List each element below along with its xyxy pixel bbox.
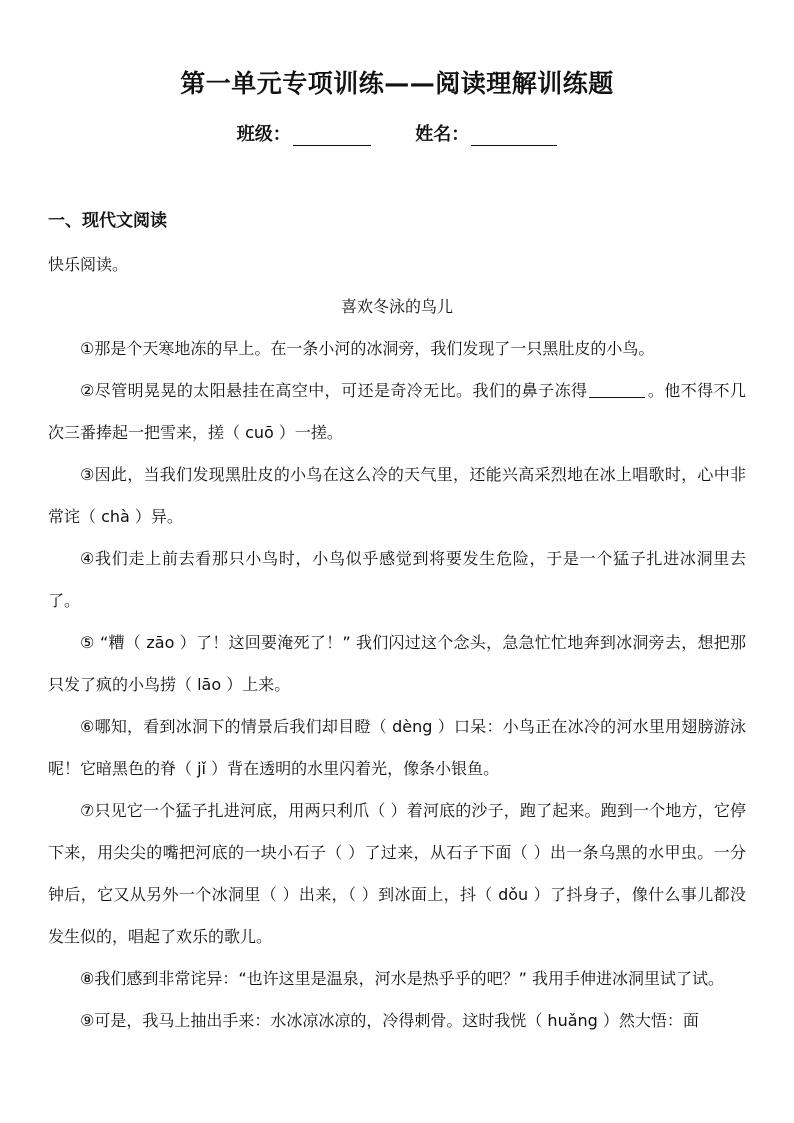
paragraph-3: ③因此，当我们发现黑肚皮的小鸟在这么冷的天气里，还能兴高采烈地在冰上唱歌时，心中非常诧（ chà ）异。 [48,465,746,526]
student-info-row [0,120,794,146]
paragraph-7: ⑦只见它一个猛子扎进河底，用两只利爪（ ）着河底的沙子，跑了起来。跑到一个地方，它停下来，用尖尖的嘴把河底的一块小石子（ ）了过来，从石子下面（ ）出一条乌黑的水甲虫。一分钟后，它又从另外一个冰洞里（ ）出来，（ ）到冰面上，抖（ dǒu ）了抖身子，像什么事儿都没发生似的，唱起了欢乐的歌儿。 [48,801,746,946]
fill-blank[interactable] [589,379,645,398]
paragraph-8: ⑧我们感到非常诧异：“也许这里是温泉，河水是热乎乎的吧？” 我用手伸进冰洞里试了试。 [80,969,725,988]
class-label: 班级： [236,124,291,145]
name-blank[interactable] [471,125,557,146]
paragraph-9: ⑨可是，我马上抽出手来：水冰凉冰凉的，冷得刺骨。这时我恍（ huǎng ）然大悟：面 [80,1011,699,1030]
reading-passage [48,244,746,1042]
story-title: 喜欢冬泳的鸟儿 [340,297,453,316]
paragraph-4: ④我们走上前去看那只小鸟时，小鸟似乎感觉到将要发生危险，于是一个猛子扎进冰洞里去了。 [48,549,746,610]
class-blank[interactable] [293,125,371,146]
name-label: 姓名： [415,124,470,145]
paragraph-2-part-b: 。他不得不几次三番捧起一把雪来，搓（ cuō ）一搓。 [48,381,746,442]
paragraph-1: ①那是个天寒地冻的早上。在一条小河的冰洞旁，我们发现了一只黑肚皮的小鸟。 [80,339,655,358]
paragraph-6: ⑥哪知，看到冰洞下的情景后我们却目瞪（ dèng ）口呆：小鸟正在冰冷的河水里用翅膀游泳呢！它暗黑色的脊（ jǐ ）背在透明的水里闪着光，像条小银鱼。 [48,717,746,778]
page-title: 第一单元专项训练——阅读理解训练题 [180,69,614,98]
section-heading: 一、现代文阅读 [48,211,167,231]
paragraph-2-part-a: ②尽管明晃晃的太阳悬挂在高空中，可还是奇冷无比。我们的鼻子冻得 [80,381,588,400]
intro-text: 快乐阅读。 [48,255,129,274]
paragraph-5: ⑤ “糟（ zāo ）了！这回要淹死了！” 我们闪过这个念头，急急忙忙地奔到冰洞旁去，想把那只发了疯的小鸟捞（ lāo ）上来。 [48,633,746,694]
paragraph-2 [48,370,746,454]
